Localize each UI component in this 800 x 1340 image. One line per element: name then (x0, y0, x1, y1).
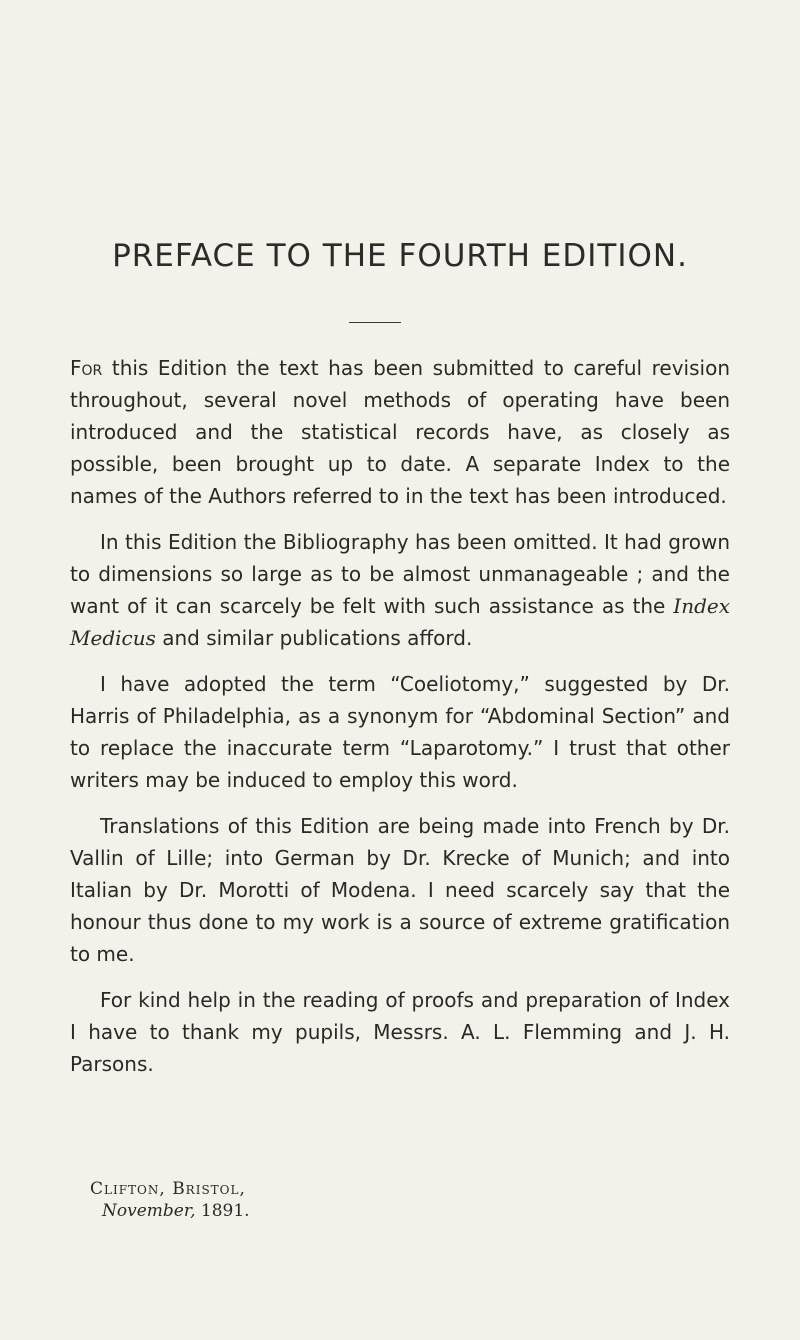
paragraph-bibliography (70, 526, 730, 654)
index-medicus-title: Index Medicus (70, 594, 730, 650)
page-title: PREFACE TO THE FOURTH EDITION. (112, 238, 688, 274)
signoff-date (102, 1200, 250, 1222)
preface-body (70, 352, 730, 1094)
paragraph-text: this Edition the text has been submitted to careful revision throughout, several novel methods of operating have been introduced and the statistical records have, as closely as possible, been brought up to date. A separate Index to the names of the Authors referred to in the text has been introduced. (70, 356, 730, 508)
paragraph-revision (70, 352, 730, 512)
paragraph-lead-word: For (70, 356, 103, 380)
signoff-year: 1891. (200, 1201, 250, 1221)
signoff-month: November, (102, 1201, 196, 1221)
signoff-place: Clifton, Bristol, (90, 1179, 246, 1199)
title-divider (349, 322, 401, 323)
paragraph-text: and similar publications afford. (155, 626, 473, 650)
paragraph-acknowledgements: For kind help in the reading of proofs and preparation of Index I have to thank my pupils, Messrs. A. L. Flemming and J. H. Parsons. (70, 988, 730, 1076)
paragraph-text: In this Edition the Bibliography has been omitted. It had grown to dimensions so large as to be almost unmanageable ; and the want of it can scarcely be felt with such assistance as the (70, 530, 730, 618)
paragraph-translations: Translations of this Edition are being made into French by Dr. Vallin of Lille; into German by Dr. Krecke of Munich; and into Italian by Dr. Morotti of Modena. I need scarcely say that the honour thus done to my work is a source of extreme gratification to me. (70, 814, 730, 966)
paragraph-coeliotomy: I have adopted the term “Coeliotomy,” suggested by Dr. Harris of Philadelphia, as a synonym for “Abdominal Section” and to replace the inaccurate term “Laparotomy.” I trust that other writers may be induced to employ this word. (70, 672, 730, 792)
signoff (90, 1178, 250, 1222)
